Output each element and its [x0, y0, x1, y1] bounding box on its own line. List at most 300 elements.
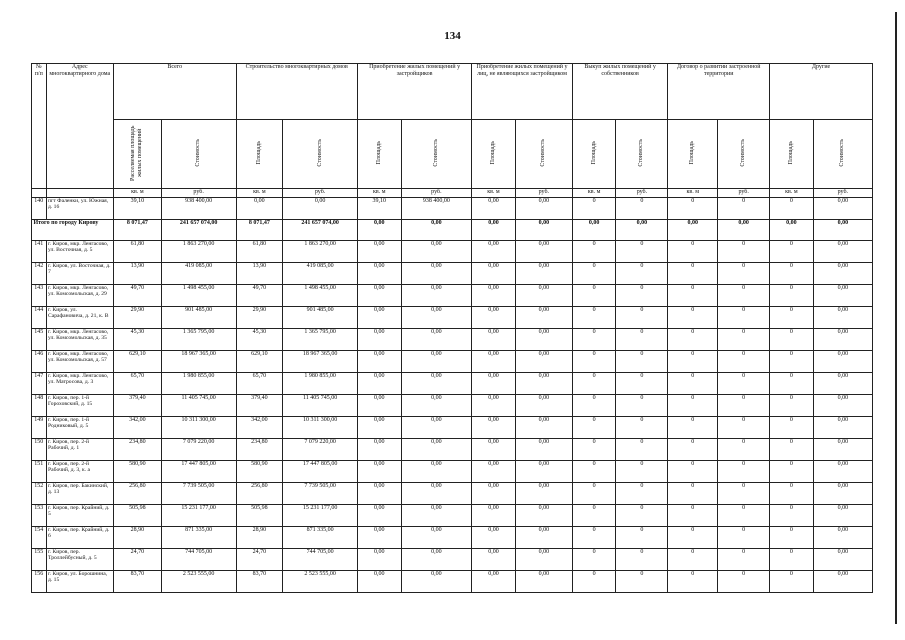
- row-value: 0,00: [357, 439, 401, 461]
- row-area: 24,70: [236, 549, 283, 571]
- row-value: 0: [770, 417, 814, 439]
- header-no: № п/п: [32, 64, 47, 189]
- row-value: 0: [668, 351, 718, 373]
- row-number: 149: [32, 417, 47, 439]
- row-cost: 17 447 805,00: [161, 461, 236, 483]
- header-cost: Стоимость: [616, 120, 668, 189]
- row-value: 0: [668, 505, 718, 527]
- unit-cell: кв. м: [114, 189, 162, 198]
- row-value: 0,00: [515, 439, 572, 461]
- row-value: 39,10: [114, 198, 162, 220]
- header-cost: Стоимость: [813, 120, 872, 189]
- table-row: [32, 285, 873, 307]
- row-number: 145: [32, 329, 47, 351]
- row-area: 45,30: [114, 329, 162, 351]
- row-value: 0: [718, 241, 770, 263]
- row-number: 156: [32, 571, 47, 593]
- row-value: 0: [770, 373, 814, 395]
- header-total-area: Расселяемая площадь жилых помещений: [114, 120, 162, 189]
- total-value: 0,00: [718, 220, 770, 241]
- row-value: 0: [572, 263, 616, 285]
- header-group-row: [32, 64, 873, 120]
- row-value: 0: [770, 439, 814, 461]
- row-value: 0,00: [472, 373, 516, 395]
- row-value: 0,00: [515, 351, 572, 373]
- row-value: 0,00: [401, 395, 472, 417]
- row-value: 0,00: [515, 307, 572, 329]
- table-row: [32, 351, 873, 373]
- row-cost: 1 980 855,00: [161, 373, 236, 395]
- row-value: 0,00: [357, 483, 401, 505]
- row-value: 0,00: [515, 461, 572, 483]
- row-value: 0: [616, 351, 668, 373]
- row-value: 0: [572, 395, 616, 417]
- row-number: 142: [32, 263, 47, 285]
- total-value: 8 071,47: [114, 220, 162, 241]
- row-value: 0,00: [401, 329, 472, 351]
- table-row: [32, 549, 873, 571]
- row-value: 0,00: [813, 527, 872, 549]
- header-group-buyout: Выкуп жилых помещений у собственников: [572, 64, 668, 120]
- row-value: 0: [718, 198, 770, 220]
- row-address: г. Киров, пер. Крайний, д. 6: [46, 527, 113, 549]
- row-cost: 1 980 855,00: [283, 373, 358, 395]
- row-value: 0: [616, 439, 668, 461]
- units-row: [32, 189, 873, 198]
- row-number: 143: [32, 285, 47, 307]
- row-value: 0: [718, 395, 770, 417]
- row-value: 0,00: [813, 285, 872, 307]
- row-value: 0,00: [472, 241, 516, 263]
- row-number: 144: [32, 307, 47, 329]
- row-value: 0,00: [515, 373, 572, 395]
- row-value: 0: [668, 549, 718, 571]
- row-value: 0: [616, 285, 668, 307]
- row-value: 0,00: [401, 439, 472, 461]
- row-value: 0,00: [472, 527, 516, 549]
- unit-cell: руб.: [161, 189, 236, 198]
- row-value: 0: [718, 527, 770, 549]
- row-cost: 7 079 220,00: [283, 439, 358, 461]
- row-value: 0: [616, 263, 668, 285]
- row-value: 0,00: [357, 329, 401, 351]
- row-value: 0: [770, 307, 814, 329]
- total-label: Итого по городу Кирову: [32, 220, 114, 241]
- row-value: 0: [718, 417, 770, 439]
- row-value: 0: [668, 461, 718, 483]
- row-value: 0,00: [472, 395, 516, 417]
- row-value: 0,00: [813, 307, 872, 329]
- row-value: 0,00: [401, 571, 472, 593]
- row-cost: 2 523 555,00: [283, 571, 358, 593]
- row-cost: 11 405 745,00: [161, 395, 236, 417]
- row-cost: 744 705,00: [161, 549, 236, 571]
- row-value: 39,10: [357, 198, 401, 220]
- row-cost: 7 739 505,00: [283, 483, 358, 505]
- row-area: 629,10: [236, 351, 283, 373]
- table-row: [32, 439, 873, 461]
- row-value: 0,00: [401, 505, 472, 527]
- row-value: 0,00: [401, 373, 472, 395]
- row-value: 0: [616, 549, 668, 571]
- row-area: 61,80: [114, 241, 162, 263]
- header-cost: Стоимость: [283, 120, 358, 189]
- row-value: 0,00: [401, 351, 472, 373]
- unit-cell: кв. м: [770, 189, 814, 198]
- row-value: 0: [718, 329, 770, 351]
- row-value: 0,00: [813, 241, 872, 263]
- row-area: 580,90: [114, 461, 162, 483]
- row-address: г. Киров, ул. Борошнина, д. 15: [46, 571, 113, 593]
- row-value: 0: [616, 527, 668, 549]
- row-cost: 901 485,00: [283, 307, 358, 329]
- row-value: 0,00: [357, 263, 401, 285]
- row-cost: 17 447 805,00: [283, 461, 358, 483]
- row-value: 0: [718, 439, 770, 461]
- table-row: [32, 527, 873, 549]
- row-value: 0,00: [813, 351, 872, 373]
- row-area: 61,80: [236, 241, 283, 263]
- row-number: 148: [32, 395, 47, 417]
- row-value: 0,00: [813, 329, 872, 351]
- header-group-total: Всего: [114, 64, 237, 120]
- row-value: 0: [668, 198, 718, 220]
- row-value: 0: [770, 241, 814, 263]
- row-value: 0,00: [357, 417, 401, 439]
- row-value: 0,00: [401, 417, 472, 439]
- row-area: 256,80: [114, 483, 162, 505]
- row-value: 0: [572, 527, 616, 549]
- unit-cell: руб.: [616, 189, 668, 198]
- row-value: 0: [616, 373, 668, 395]
- row-value: 0: [770, 263, 814, 285]
- row-address: г. Киров, ул. Сарафановича, д. 21, к. В: [46, 307, 113, 329]
- row-value: 0,00: [515, 527, 572, 549]
- row-value: 0,00: [357, 505, 401, 527]
- row-value: 0: [718, 505, 770, 527]
- row-value: 0: [616, 329, 668, 351]
- row-area: 256,80: [236, 483, 283, 505]
- row-value: 0,00: [813, 395, 872, 417]
- row-value: 0: [668, 527, 718, 549]
- row-value: 0,00: [813, 263, 872, 285]
- row-value: 0: [770, 285, 814, 307]
- row-address: г. Киров, пер. 1-й Гороховский, д. 15: [46, 395, 113, 417]
- row-value: 0,00: [515, 263, 572, 285]
- total-value: 0,00: [572, 220, 616, 241]
- row-value: 0,00: [472, 329, 516, 351]
- row-area: 580,90: [236, 461, 283, 483]
- row-value: 0,00: [357, 571, 401, 593]
- row-area: 342,00: [114, 417, 162, 439]
- row-value: 0: [718, 285, 770, 307]
- row-value: 0,00: [515, 505, 572, 527]
- table-row: [32, 198, 873, 220]
- row-cost: 871 335,00: [161, 527, 236, 549]
- row-cost: 1 365 795,00: [161, 329, 236, 351]
- row-value: 0,00: [236, 198, 283, 220]
- row-value: 0: [668, 395, 718, 417]
- row-cost: 419 085,00: [161, 263, 236, 285]
- header-cost: Стоимость: [161, 120, 236, 189]
- row-value: 0,00: [472, 307, 516, 329]
- table-row: [32, 483, 873, 505]
- row-value: 0: [572, 285, 616, 307]
- row-value: 0: [572, 571, 616, 593]
- row-number: 152: [32, 483, 47, 505]
- row-number: 146: [32, 351, 47, 373]
- row-value: 0,00: [813, 417, 872, 439]
- table-row: [32, 329, 873, 351]
- row-value: 0: [770, 329, 814, 351]
- header-area: Площадь: [472, 120, 516, 189]
- total-row: [32, 220, 873, 241]
- row-cost: 18 967 365,00: [161, 351, 236, 373]
- row-number: 153: [32, 505, 47, 527]
- row-value: 0,00: [472, 417, 516, 439]
- row-value: 0: [718, 263, 770, 285]
- row-value: 0: [616, 395, 668, 417]
- row-cost: 1 863 270,00: [161, 241, 236, 263]
- row-value: 0: [668, 439, 718, 461]
- row-address: пгт Фаленки, ул. Южная, д. 16: [46, 198, 113, 220]
- row-area: 379,40: [236, 395, 283, 417]
- row-value: 0: [572, 461, 616, 483]
- header-sub-row: [32, 120, 873, 189]
- row-value: 0,00: [472, 351, 516, 373]
- row-address: г. Киров, мкр. Ленгасово, ул. Восточная, д. 5: [46, 241, 113, 263]
- row-address: г. Киров, пер. Троллейбусный, д. 5: [46, 549, 113, 571]
- row-value: 0,00: [472, 285, 516, 307]
- row-value: 0: [718, 549, 770, 571]
- row-value: 0: [572, 439, 616, 461]
- row-value: 0,00: [472, 198, 516, 220]
- table-row: [32, 307, 873, 329]
- row-value: 0: [668, 241, 718, 263]
- total-value: 241 657 074,00: [283, 220, 358, 241]
- row-value: 0,00: [472, 461, 516, 483]
- header-group-development-contract: Договор о развитии застроенной территории: [668, 64, 770, 120]
- row-value: 0,00: [813, 198, 872, 220]
- row-value: 0,00: [515, 483, 572, 505]
- row-value: 0: [668, 307, 718, 329]
- row-value: 0: [668, 263, 718, 285]
- row-area: 29,90: [236, 307, 283, 329]
- row-cost: 1 863 270,00: [283, 241, 358, 263]
- row-value: 0: [616, 241, 668, 263]
- row-value: 0,00: [401, 307, 472, 329]
- row-area: 49,70: [236, 285, 283, 307]
- row-value: 0: [668, 417, 718, 439]
- header-cost: Стоимость: [718, 120, 770, 189]
- row-address: г. Киров, пер. Бакинский, д. 13: [46, 483, 113, 505]
- row-value: 0,00: [401, 263, 472, 285]
- total-value: 0,00: [472, 220, 516, 241]
- row-address: г. Киров, ул. Восточная, д. 7: [46, 263, 113, 285]
- row-value: 0: [616, 505, 668, 527]
- row-area: 234,80: [236, 439, 283, 461]
- header-group-purchase-developers: Приобретение жилых помещений у застройщиков: [357, 64, 471, 120]
- row-address: г. Киров, пер. 2-й Рабочий, д. 3, к. а: [46, 461, 113, 483]
- row-value: 0: [718, 351, 770, 373]
- row-value: 0: [770, 549, 814, 571]
- row-address: г. Киров, мкр. Ленгасово, ул. Комсомольская, д. 57: [46, 351, 113, 373]
- total-value: 0,00: [770, 220, 814, 241]
- row-value: 0,00: [813, 571, 872, 593]
- row-value: 0,00: [515, 417, 572, 439]
- total-value: 0,00: [813, 220, 872, 241]
- unit-cell: руб.: [283, 189, 358, 198]
- row-number: 141: [32, 241, 47, 263]
- unit-cell: кв. м: [357, 189, 401, 198]
- row-value: 0,00: [357, 285, 401, 307]
- unit-cell: руб.: [813, 189, 872, 198]
- row-value: 0,00: [515, 241, 572, 263]
- table-row: [32, 241, 873, 263]
- row-value: 0: [668, 285, 718, 307]
- row-value: 0,00: [515, 549, 572, 571]
- row-value: 0: [572, 329, 616, 351]
- header-group-construction: Строительство многоквартирных домов: [236, 64, 357, 120]
- row-area: 49,70: [114, 285, 162, 307]
- row-cost: 18 967 365,00: [283, 351, 358, 373]
- row-value: 0,00: [813, 505, 872, 527]
- row-area: 234,80: [114, 439, 162, 461]
- row-address: г. Киров, пер. 1-й Родниковый, д. 5: [46, 417, 113, 439]
- row-area: 379,40: [114, 395, 162, 417]
- unit-cell: руб.: [515, 189, 572, 198]
- row-value: 938 400,00: [161, 198, 236, 220]
- row-value: 0,00: [813, 439, 872, 461]
- row-cost: 2 523 555,00: [161, 571, 236, 593]
- unit-cell: кв. м: [668, 189, 718, 198]
- row-area: 65,70: [114, 373, 162, 395]
- row-area: 45,30: [236, 329, 283, 351]
- row-cost: 11 405 745,00: [283, 395, 358, 417]
- row-value: 0,00: [357, 395, 401, 417]
- total-value: 0,00: [616, 220, 668, 241]
- row-area: 29,90: [114, 307, 162, 329]
- row-area: 13,90: [114, 263, 162, 285]
- row-value: 0,00: [515, 198, 572, 220]
- row-value: 0,00: [813, 549, 872, 571]
- row-address: г. Киров, мкр. Ленгасово, ул. Матросова, д. 3: [46, 373, 113, 395]
- row-cost: 1 498 455,00: [283, 285, 358, 307]
- row-area: 83,70: [114, 571, 162, 593]
- row-value: 0: [572, 483, 616, 505]
- row-number: 154: [32, 527, 47, 549]
- row-value: 0,00: [357, 241, 401, 263]
- header-group-other: Другие: [770, 64, 873, 120]
- row-value: 0,00: [515, 395, 572, 417]
- row-value: 0,00: [813, 461, 872, 483]
- row-cost: 7 079 220,00: [161, 439, 236, 461]
- row-value: 0: [770, 351, 814, 373]
- row-value: 0: [616, 198, 668, 220]
- row-value: 0: [770, 571, 814, 593]
- row-value: 0,00: [813, 483, 872, 505]
- row-value: 0: [718, 461, 770, 483]
- row-value: 0,00: [472, 263, 516, 285]
- unit-cell: руб.: [718, 189, 770, 198]
- row-value: 0,00: [401, 483, 472, 505]
- unit-cell: кв. м: [472, 189, 516, 198]
- total-value: 0,00: [515, 220, 572, 241]
- row-value: 0: [616, 461, 668, 483]
- row-value: 0: [770, 198, 814, 220]
- unit-cell: кв. м: [236, 189, 283, 198]
- row-cost: 7 739 505,00: [161, 483, 236, 505]
- row-cost: 1 498 455,00: [161, 285, 236, 307]
- row-cost: 744 705,00: [283, 549, 358, 571]
- header-group-purchase-nondevelopers: Приобретение жилых помещений у лиц, не являющихся застройщиком: [472, 64, 573, 120]
- row-area: 28,90: [236, 527, 283, 549]
- row-area: 28,90: [114, 527, 162, 549]
- row-value: 0: [616, 571, 668, 593]
- table-row: [32, 571, 873, 593]
- row-value: 0: [616, 483, 668, 505]
- row-value: 0: [718, 571, 770, 593]
- row-address: г. Киров, пер. 2-й Рабочий, д. 1: [46, 439, 113, 461]
- row-value: 0,00: [813, 373, 872, 395]
- row-number: 150: [32, 439, 47, 461]
- row-value: 0: [572, 198, 616, 220]
- table-row: [32, 417, 873, 439]
- header-address: Адрес многоквартирного дома: [46, 64, 113, 189]
- row-value: 0: [770, 461, 814, 483]
- row-value: 0: [718, 483, 770, 505]
- total-value: 241 657 074,00: [161, 220, 236, 241]
- header-area: Площадь: [770, 120, 814, 189]
- row-cost: 901 485,00: [161, 307, 236, 329]
- row-address: г. Киров, мкр. Ленгасово, ул. Комсомольская, д. 29: [46, 285, 113, 307]
- row-value: 0,00: [472, 571, 516, 593]
- row-value: 0: [668, 329, 718, 351]
- row-number: 147: [32, 373, 47, 395]
- row-value: 0: [718, 307, 770, 329]
- header-area: Площадь: [668, 120, 718, 189]
- row-value: 0: [572, 505, 616, 527]
- table-row: [32, 461, 873, 483]
- row-value: 0,00: [357, 373, 401, 395]
- header-cost: Стоимость: [401, 120, 472, 189]
- row-value: 0: [770, 395, 814, 417]
- table-row: [32, 263, 873, 285]
- unit-cell: руб.: [401, 189, 472, 198]
- row-value: 0,00: [515, 285, 572, 307]
- row-value: 0,00: [357, 527, 401, 549]
- row-value: 0: [718, 373, 770, 395]
- row-area: 83,70: [236, 571, 283, 593]
- header-cost: Стоимость: [515, 120, 572, 189]
- row-value: 0: [770, 483, 814, 505]
- row-value: 0,00: [401, 285, 472, 307]
- row-value: 0: [572, 417, 616, 439]
- row-value: 0: [572, 241, 616, 263]
- row-value: 0,00: [401, 241, 472, 263]
- row-value: 0,00: [401, 461, 472, 483]
- row-value: 0,00: [357, 461, 401, 483]
- row-cost: 10 311 300,00: [283, 417, 358, 439]
- row-cost: 871 335,00: [283, 527, 358, 549]
- row-value: 0: [572, 351, 616, 373]
- row-number: 151: [32, 461, 47, 483]
- row-area: 65,70: [236, 373, 283, 395]
- header-area: Площадь: [236, 120, 283, 189]
- row-value: 0: [572, 373, 616, 395]
- page-number: 134: [444, 30, 461, 42]
- row-value: 0,00: [401, 549, 472, 571]
